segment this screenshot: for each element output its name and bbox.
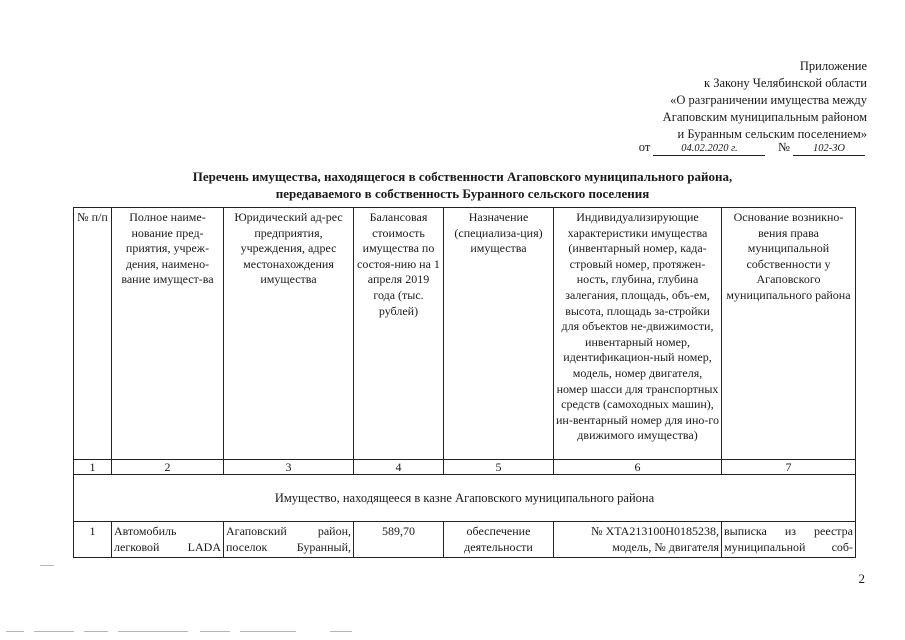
column-number: 5 [444, 460, 554, 475]
column-number: 6 [554, 460, 722, 475]
header-cell-purpose: Назначение (специализа-ция) имущества [444, 208, 554, 460]
column-number: 4 [354, 460, 444, 475]
header-cell-characteristics: Индивидуализирующие характеристики имущества (инвентарный номер, када-стровый номер, протяжен-ность, глубина, глубина залегания, площадь, объ-ем, высота, площадь за-стройки для объектов не-движимости, инвентарный номер, идентификацион-ный номер, модель, номер двигателя, номер шасси для транспортных средств (самоходных машин), ин-вентарный номер для ино-го движимого имущества) [554, 208, 722, 460]
title-line-2: передаваемого в собственность Буранного сельского поселения [275, 186, 650, 201]
header-cell-name: Полное наиме-нование пред-приятия, учреж-дения, наимено-вание имущест-ва [112, 208, 224, 460]
law-date: 04.02.2020 г. [653, 142, 765, 156]
appendix-line: Приложение [799, 59, 867, 73]
from-label: от [638, 140, 651, 154]
table-row [74, 522, 856, 558]
law-date-number [639, 140, 865, 156]
document-title [70, 168, 855, 202]
title-line-1: Перечень имущества, находящегося в собственности Агаповского муниципального района, [192, 169, 733, 184]
page-number: 2 [858, 571, 865, 586]
scan-crop-mark [40, 565, 54, 566]
row-name: Автомобиль легковой LADA [112, 522, 224, 558]
row-basis: выписка из реестра муниципальной соб- [722, 522, 856, 558]
appendix-line: к Закону Челябинской области [704, 76, 867, 90]
appendix-header [663, 58, 867, 143]
header-cell-basis: Основание возникно-вения права муниципальной собственности у Агаповского муниципального района [722, 208, 856, 460]
row-value: 589,70 [354, 522, 444, 558]
appendix-line: «О разграничении имущества между [670, 93, 867, 107]
header-row [74, 208, 856, 460]
header-cell-value: Балансовая стоимость имущества по состоя-нию на 1 апреля 2019 года (тыс. рублей) [354, 208, 444, 460]
property-table [73, 207, 856, 558]
section-row [74, 475, 856, 522]
column-number: 2 [112, 460, 224, 475]
column-number-row [74, 460, 856, 475]
appendix-line: Агаповским муниципальным районом [662, 110, 867, 124]
header-cell-num: № п/п [74, 208, 112, 460]
row-characteristics: № XTA213100H0185238, модель, № двигателя [554, 522, 722, 558]
law-number: 102-ЗО [793, 142, 865, 156]
row-num: 1 [74, 522, 112, 558]
column-number: 3 [224, 460, 354, 475]
column-number: 1 [74, 460, 112, 475]
section-title: Имущество, находящееся в казне Агаповского муниципального района [74, 475, 856, 522]
column-number: 7 [722, 460, 856, 475]
row-purpose: обеспечение деятельности [444, 522, 554, 558]
appendix-line: и Буранным сельским поселением» [677, 127, 867, 141]
row-address: Агаповский район, поселок Буранный, [224, 522, 354, 558]
header-cell-address: Юридический ад-рес предприятия, учреждения, адрес местонахождения имущества [224, 208, 354, 460]
scan-edge-marks [0, 628, 905, 636]
number-label: № [777, 140, 790, 154]
